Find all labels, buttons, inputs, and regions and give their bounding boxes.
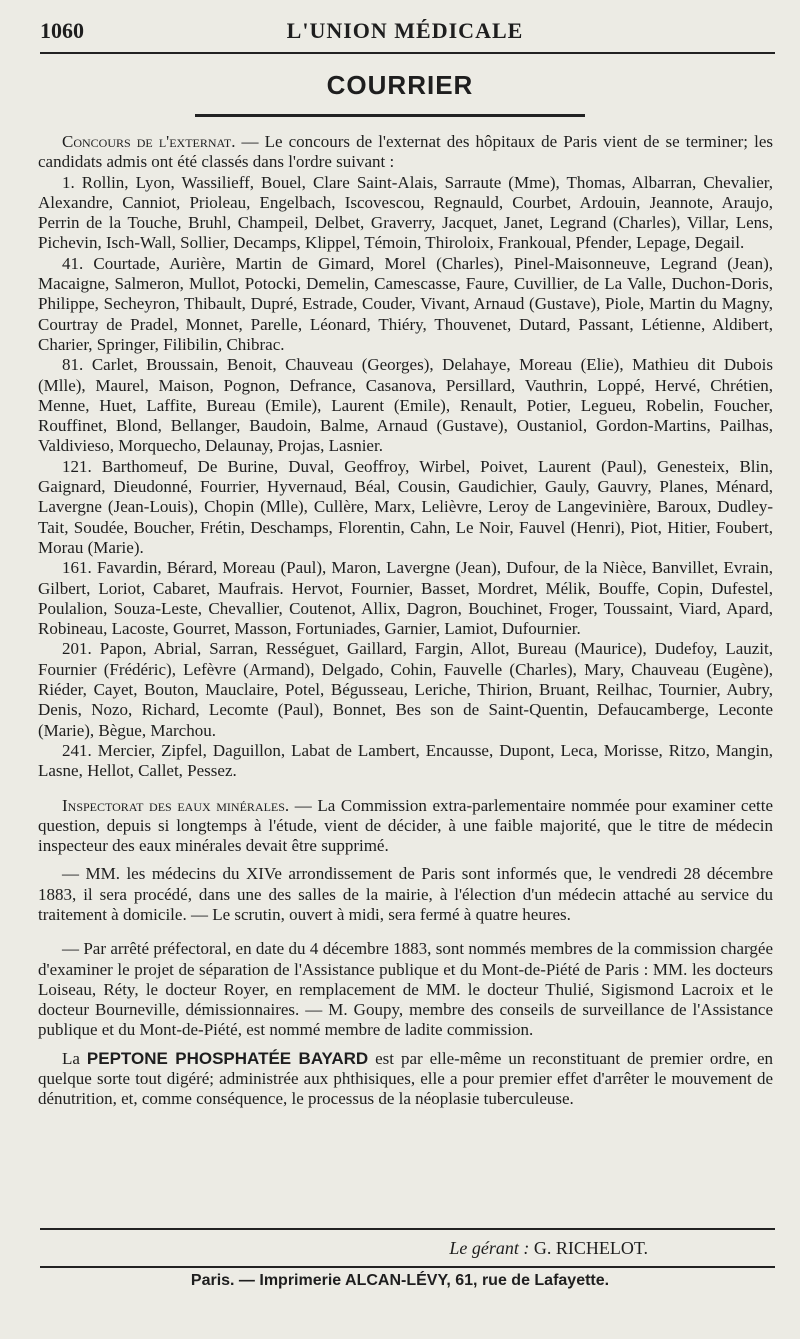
signature-name: G. RICHELOT. (533, 1238, 648, 1258)
paragraph-gap (38, 1041, 773, 1049)
externat-heading: Concours de l'externat. (62, 132, 236, 151)
arrondissement-paragraph: — MM. les médecins du XIVe arrondissement de Paris sont informés que, le vendredi 28 décembre 1883, il sera procédé, dans une des salles de la mairie, à l'élection d'un médecin attaché au service du traitement à domicile. — Le scrutin, ouvert à midi, sera fermé à quatre heures. (38, 864, 773, 924)
peptone-text: est par elle-même un reconstituant de premier ordre, en quelque sorte tout digéré; administrée aux phthisiques, elle a pour premier effet d'arrêter le mouvement de dénutrition, et, comme conséquence, le processus de la néoplasie tuberculeuse. (38, 1048, 773, 1109)
page-header (40, 18, 770, 48)
paragraph-gap (38, 925, 773, 939)
imprint-rule (40, 1266, 775, 1268)
printer-imprint: Paris. — Imprimerie ALCAN-LÉVY, 61, rue de Lafayette. (190, 1272, 610, 1289)
inspectorat-paragraph (38, 796, 773, 857)
candidate-group: 1. Rollin, Lyon, Wassilieff, Bouel, Clare Saint-Alais, Sarraute (Mme), Thomas, Albarran, Chevalier, Alexandre, Canniot, Prioleau, Engelbach, Iscovescou, Regnauld, Courbet, Ardouin, Jeannote, Araujo, Perrin de la Touche, Bruhl, Champeil, Delbet, Graverry, Jacquet, Janet, Legrand (Charles), Villar, Lens, Pichevin, Isch-Wall, Sollier, Decamps, Klippel, Témoin, Thiroloix, Frankoual, Pfender, Lepage, Degail. (38, 172, 773, 253)
paragraph-gap (38, 856, 773, 864)
candidate-group: 161. Favardin, Bérard, Moreau (Paul), Maron, Lavergne (Jean), Dufour, de la Nièce, Banvillet, Evrain, Gilbert, Loriot, Cabaret, Maufrais. Hervot, Fournier, Basset, Mordret, Mélik, Bouffe, Copin, Dufestel, Poulalion, Souza-Leste, Chevallier, Coutenot, Allix, Dagron, Bouchinet, Froger, Toussaint, Viard, Apard, Robineau, Lacoste, Gourret, Masson, Fortuniades, Garnier, Lamiot, Dufournier. (38, 558, 773, 639)
candidate-group: 41. Courtade, Aurière, Martin de Gimard, Morel (Charles), Pinel-Maisonneuve, Legrand (Jean), Macaigne, Salmeron, Mullot, Potocki, Demelin, Camescasse, Faure, Cuvillier, de La Valle, Duchon-Doris, Philippe, Secheyron, Thibault, Dupré, Estrade, Couder, Vivant, Arnaud (Gustave), Piole, Martin du Magny, Courtray de Pradel, Monnet, Parelle, Léonard, Thiéry, Thouvenet, Dutard, Passant, Létienne, Aldibert, Charier, Springer, Filibilin, Chibrac. (38, 253, 773, 354)
paragraph-gap (38, 782, 773, 796)
candidate-group: 81. Carlet, Broussain, Benoit, Chauveau (Georges), Delahaye, Moreau (Elie), Mathieu dit Dubois (Mlle), Maurel, Maison, Pognon, Defrance, Casanova, Persillard, Vauthrin, Loppé, Hervé, Chrétien, Menne, Huet, Laffite, Bureau (Emile), Laurent (Emile), Renault, Potier, Legueu, Robelin, Foucher, Rouffinet, Blond, Bellanger, Baudoin, Balme, Arnaud (Gustave), Oustaniol, Gordon-Martins, Pailhas, Valdivieso, Morquecho, Delaunay, Projas, Lasnier. (38, 355, 773, 456)
signature-label: Le gérant : (449, 1238, 530, 1258)
page-number: 1060 (40, 18, 84, 43)
peptone-paragraph (38, 1049, 773, 1110)
footer-rule (40, 1228, 775, 1230)
externat-intro-text: — Le concours de l'externat des hôpitaux de Paris vient de se terminer; les candidats admis ont été classés dans l'ordre suivant : (38, 132, 773, 172)
externat-intro (38, 132, 773, 173)
section-title: COURRIER (326, 70, 474, 100)
journal-title: L'UNION MÉDICALE (286, 18, 524, 43)
candidate-group: 241. Mercier, Zipfel, Daguillon, Labat de Lambert, Encausse, Dupont, Leca, Morisse, Ritzo, Mangin, Lasne, Hellot, Callet, Pessez. (38, 740, 773, 781)
header-rule (40, 52, 775, 54)
arrete-paragraph: — Par arrêté préfectoral, en date du 4 décembre 1883, sont nommés membres de la commission chargée d'examiner le projet de séparation de l'Assistance publique et du Mont-de-Piété de Paris : MM. les docteurs Loiseau, Réty, le docteur Royer, en remplacement de MM. le docteur Thulié, Sigismond Lacroix et le docteur Bourneville, démissionnaires. — M. Goupy, membre des conseils de surveillance de l'Assistance publique et du Mont-de-Piété, est nommé membre de ladite commission. (38, 939, 773, 1040)
article-body (38, 132, 773, 1110)
peptone-brand: PEPTONE PHOSPHATÉE BAYARD (86, 1048, 369, 1068)
peptone-prefix: La (62, 1048, 87, 1068)
candidate-group: 121. Barthomeuf, De Burine, Duval, Geoffroy, Wirbel, Poivet, Laurent (Paul), Genesteix, Blin, Gaignard, Dieudonné, Fourrier, Hyvernaud, Béal, Cousin, Gaudichier, Gauly, Gauvry, Planes, Ménard, Lavergne (Jean-Louis), Chopin (Mlle), Cullère, Marx, Lelièvre, Leroy de Langevinière, Baroux, Dudley-Tait, Soudée, Boucher, Frétin, Deschamps, Florentin, Cahn, Le Noir, Fauvel (Henri), Piot, Hitier, Foubert, Morau (Marie). (38, 456, 773, 557)
inspectorat-heading: Inspectorat des eaux minérales. (62, 795, 290, 815)
candidate-group: 201. Papon, Abrial, Sarran, Rességuet, Gaillard, Fargin, Allot, Bureau (Maurice), Dudefoy, Lauzit, Fournier (Frédéric), Lefèvre (Armand), Delgado, Cohin, Fauvelle (Charles), Mary, Chauveau (Eugène), Riéder, Cayet, Bouton, Mauclaire, Potel, Bégusseau, Leriche, Thirion, Bruant, Reilhac, Tournier, Aubry, Denis, Nozo, Richard, Lecomte (Paul), Bonnet, Bes son de Saint-Quentin, Defaucamberge, Leconte (Marie), Bègue, Marchou. (38, 639, 773, 740)
inspectorat-text: — La Commission extra-parlementaire nommée pour examiner cette question, depuis si longtemps à l'étude, vient de décider, à une faible majorité, que le titre de médecin inspecteur des eaux minérales devait être supprimé. (38, 795, 774, 856)
section-rule (195, 114, 585, 117)
signature (449, 1238, 648, 1259)
